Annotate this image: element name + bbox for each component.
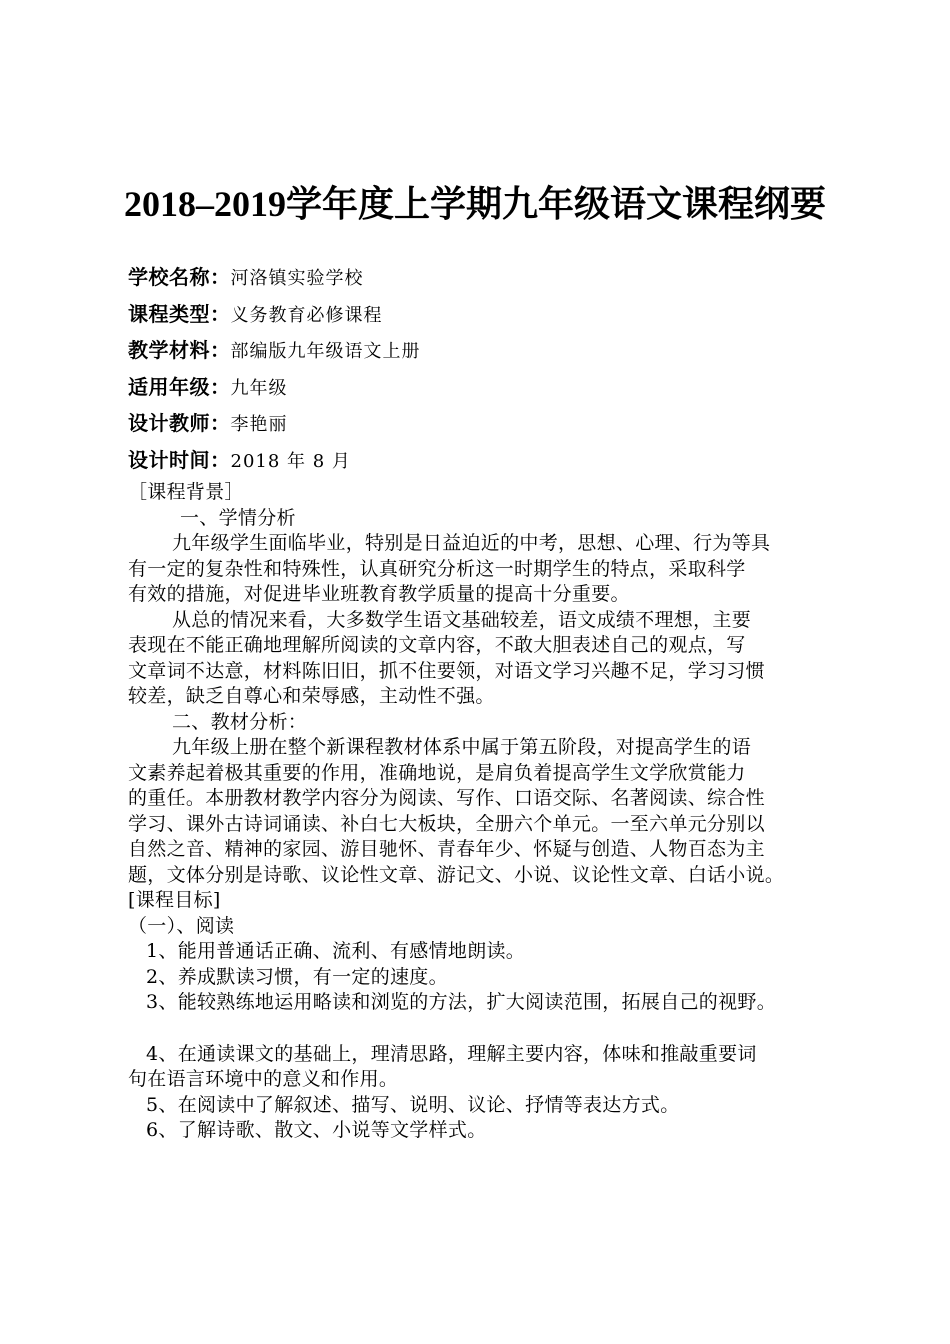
paragraph-line: 有效的措施，对促进毕业班教育教学质量的提高十分重要。 (128, 583, 630, 605)
meta-value: 李艳丽 (230, 414, 288, 435)
meta-value: 部编版九年级语文上册 (230, 341, 421, 362)
objective-item: 3、能较熟练地运用略读和浏览的方法，扩大阅读范围，拓展自己的视野。 (146, 991, 776, 1013)
meta-key: 课程类型： (128, 301, 231, 326)
meta-value: 九年级 (230, 377, 288, 399)
paragraph-line: 表现在不能正确地理解所阅读的文章内容，不敢大胆表述自己的观点，写 (128, 634, 746, 656)
meta-key: 教学材料： (128, 338, 231, 362)
objective-item: 5、在阅读中了解叙述、描写、说明、议论、抒情等表达方式。 (146, 1093, 680, 1116)
subheading-learner-analysis: 一、学情分析 (180, 506, 296, 529)
document-body (128, 480, 844, 1144)
paragraph-line: 句在语言环境中的意义和作用。 (128, 1068, 399, 1090)
document-title: 2018–2019学年度上学期九年级语文课程纲要 (123, 184, 826, 224)
paragraph-line: 从总的情况来看，大多数学生语文基础较差，语文成绩不理想，主要 (172, 608, 752, 631)
meta-row-teacher (128, 408, 848, 445)
paragraph-line: 的重任。本册教材教学内容分为阅读、写作、口语交际、名著阅读、综合性 (128, 787, 765, 809)
meta-row-grade (128, 372, 848, 409)
section-heading-objectives: [课程目标] (128, 889, 221, 911)
meta-key: 设计时间： (128, 447, 231, 472)
paragraph-line: 自然之音、精神的家园、游目驰怀、青春年少、怀疑与创造、人物百态为主 (128, 838, 765, 860)
course-info (128, 262, 848, 481)
paragraph-line: 有一定的复杂性和特殊性，认真研究分析这一时期学生的特点，采取科学 (128, 557, 746, 580)
paragraph-line: 文章词不达意，材料陈旧旧，抓不住要领，对语文学习兴趣不足，学习习惯 (128, 659, 765, 682)
paragraph-line: 学习、课外古诗词诵读、补白七大板块，全册六个单元。一至六单元分别以 (128, 812, 765, 835)
paragraph-line: 九年级上册在整个新课程教材体系中属于第五阶段，对提高学生的语 (172, 736, 752, 758)
objective-item: 4、在通读课文的基础上，理清思路，理解主要内容，体味和推敲重要词 (146, 1042, 757, 1065)
meta-value: 义务教育必修课程 (230, 304, 383, 326)
meta-key: 学校名称： (128, 265, 231, 289)
paragraph-line: 较差，缺乏自尊心和荣辱感，主动性不强。 (128, 685, 495, 707)
blank-line (128, 1016, 844, 1042)
objective-item: 2、养成默读习惯，有一定的速度。 (146, 965, 448, 988)
objective-item: 1、能用普通话正确、流利、有感情地朗读。 (146, 940, 526, 962)
subheading-reading: （一）、阅读 (128, 914, 235, 937)
paragraph-line: 文素养起着极其重要的作用，准确地说，是肩负着提高学生文学欣赏能力 (128, 761, 746, 784)
meta-key: 适用年级： (128, 374, 231, 399)
subheading-textbook-analysis: 二、教材分析： (172, 710, 308, 733)
meta-value: 河洛镇实验学校 (230, 268, 364, 289)
meta-row-date (128, 445, 848, 482)
meta-row-materials (128, 335, 848, 372)
paragraph-line: 题，文体分别是诗歌、议论性文章、游记文、小说、议论性文章、白话小说。 (128, 863, 785, 886)
meta-row-course-type (128, 299, 848, 336)
objective-item: 6、了解诗歌、散文、小说等文学样式。 (146, 1119, 487, 1141)
section-heading-background: ［课程背景］ (128, 481, 244, 503)
meta-value: 2018 年 8 月 (230, 450, 351, 472)
meta-key: 设计教师： (128, 411, 231, 435)
paragraph-line: 九年级学生面临毕业，特别是日益迫近的中考，思想、心理、行为等具 (172, 532, 771, 554)
meta-row-school (128, 262, 848, 299)
